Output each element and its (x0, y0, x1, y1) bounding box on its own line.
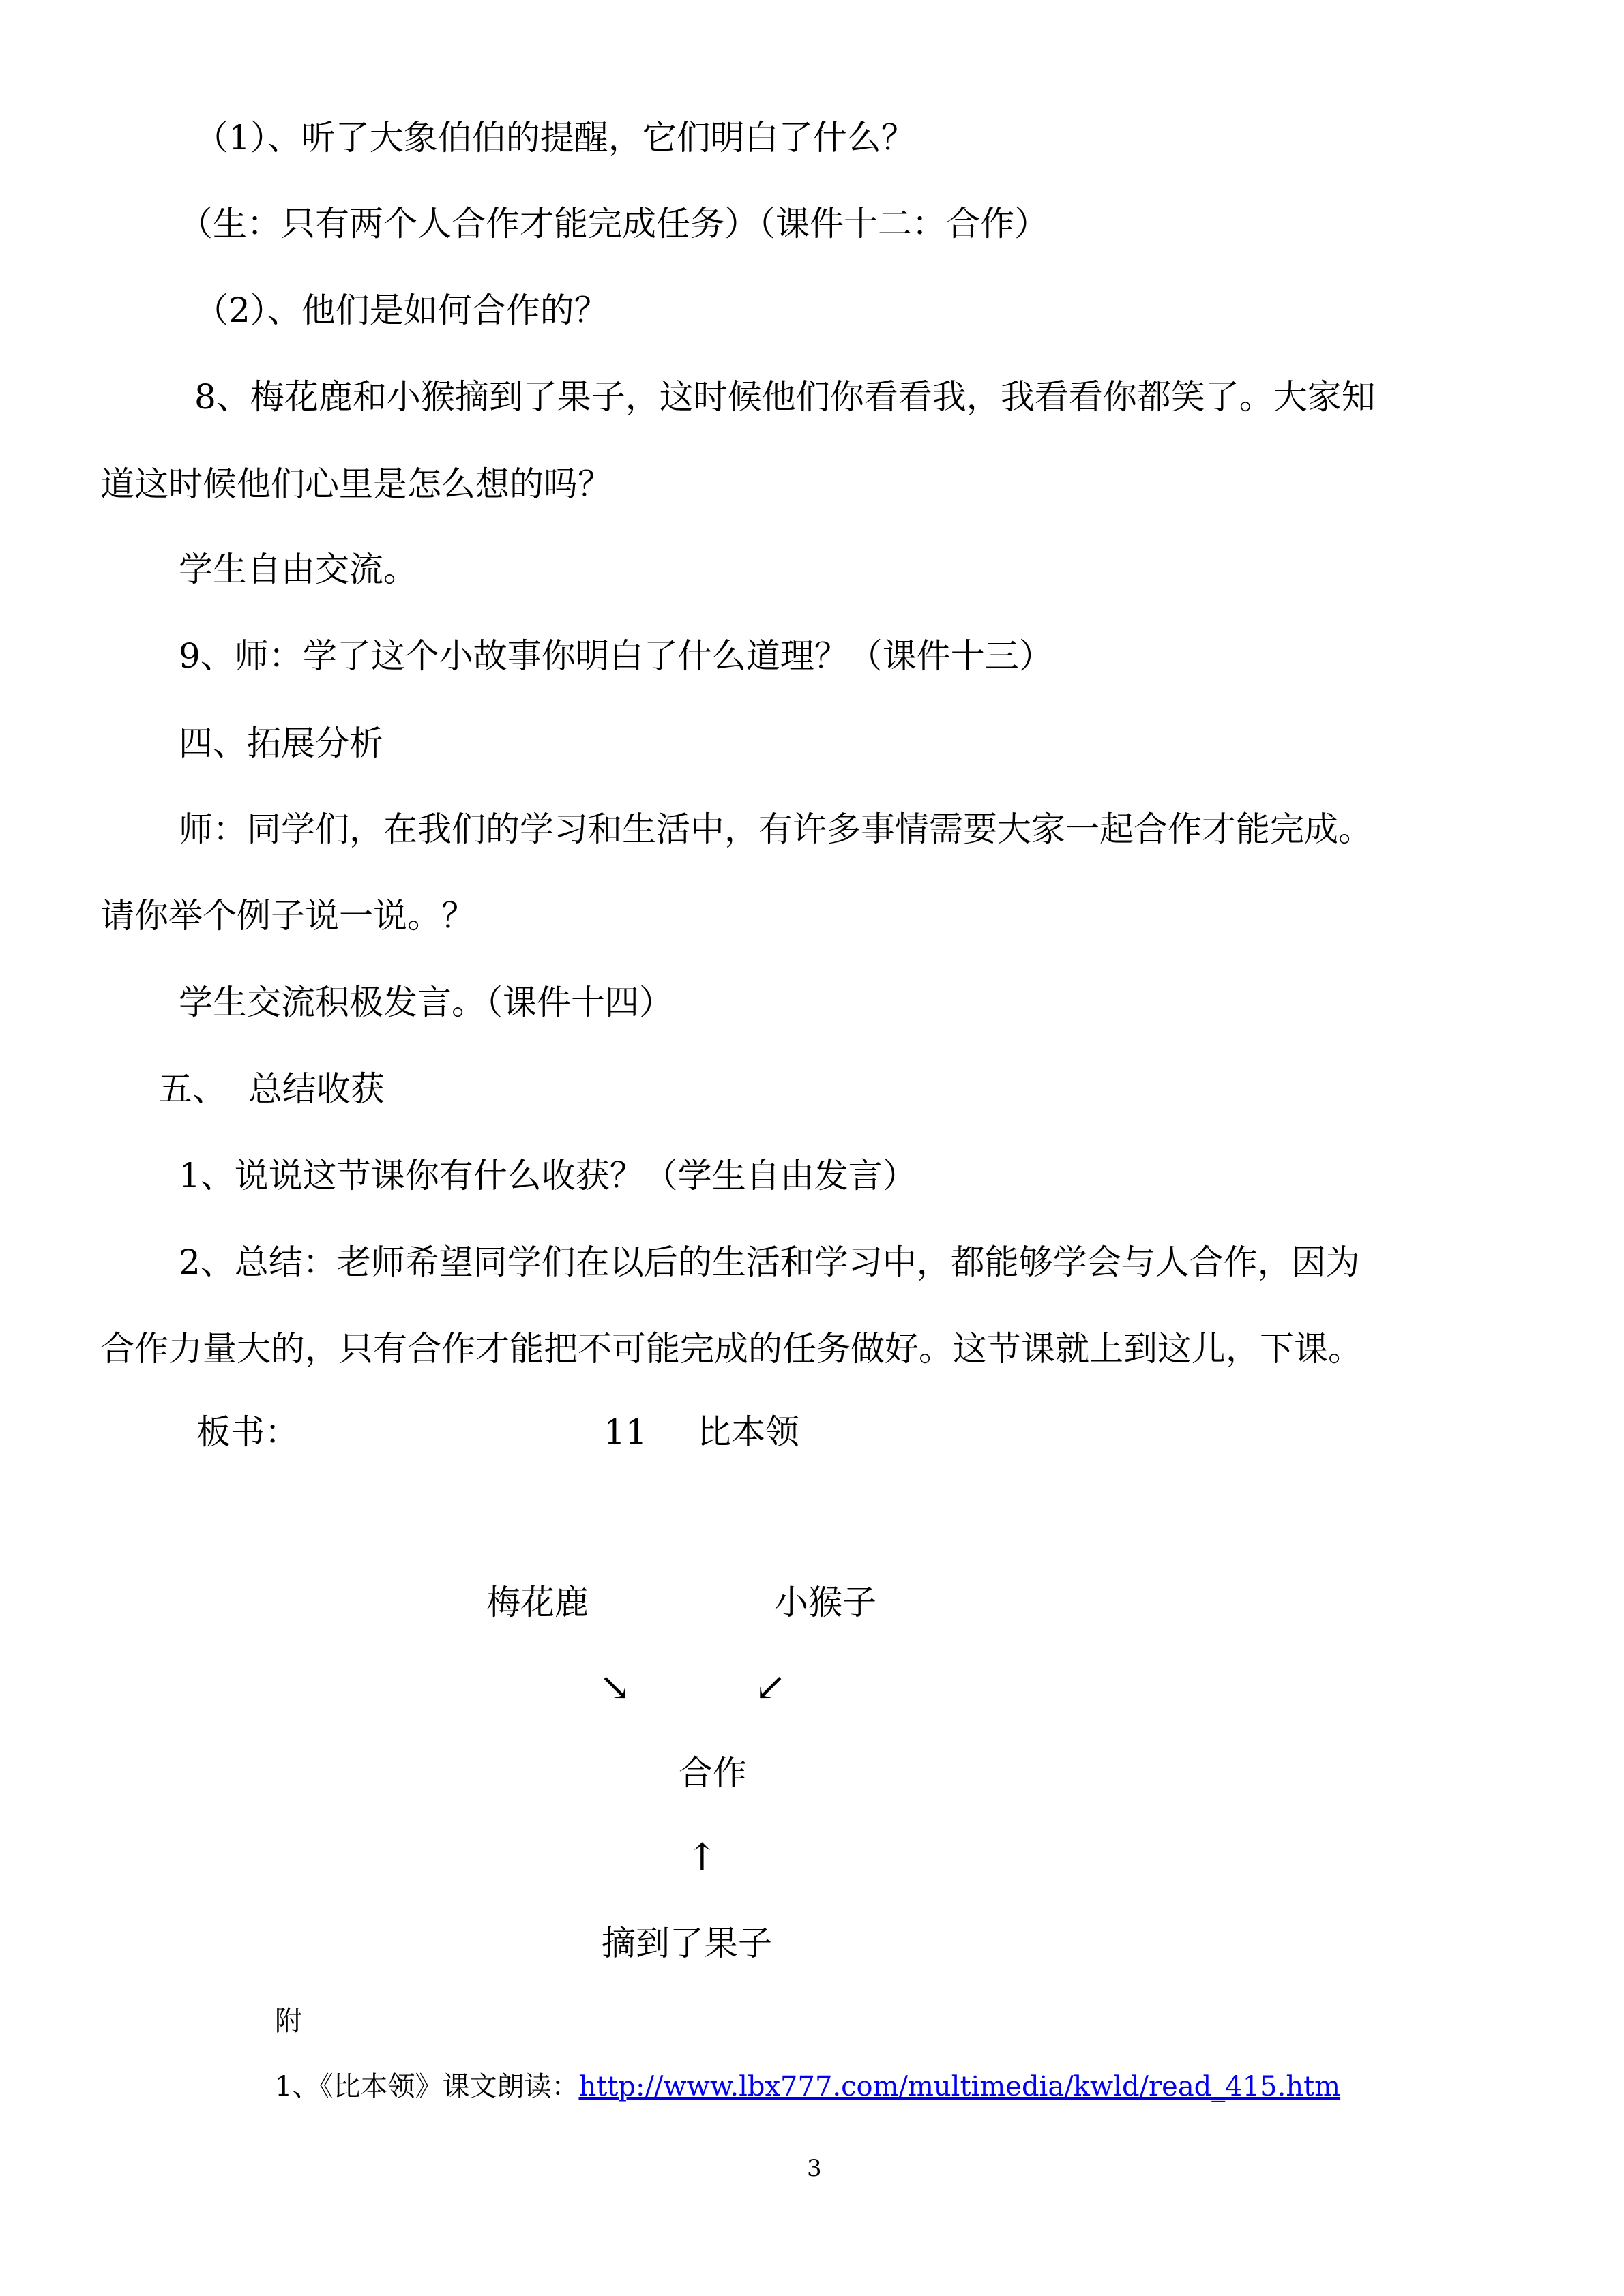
page-number: 3 (807, 2155, 822, 2182)
board-title: 比本领 (697, 1412, 799, 1452)
summary-1: 1、说说这节课你有什么收获？（学生自由发言） (179, 1156, 917, 1195)
step-8-line-2: 道这时候他们心里是怎么想的吗？ (100, 464, 612, 504)
appendix-title: 附 (275, 2006, 302, 2037)
arrow-down-right-icon: ↘ (599, 1665, 631, 1710)
question-2: （2）、他们是如何合作的？ (194, 290, 608, 330)
summary-2-line-1: 2、总结：老师希望同学们在以后的生活和学习中，都能够学会与人合作，因为 (179, 1242, 1360, 1282)
appendix-item-1 (275, 2070, 1340, 2103)
question-1: （1）、听了大象伯伯的提醒，它们明白了什么？ (194, 118, 915, 158)
board-number: 11 (604, 1412, 647, 1452)
board-node-meihualu: 梅花鹿 (486, 1583, 589, 1622)
board-label: 板书： (196, 1412, 299, 1452)
section-5-heading: 五、 总结收获 (158, 1069, 385, 1109)
student-speech: 学生交流积极发言。（课件十四） (179, 983, 673, 1022)
student-answer-1: （生：只有两个人合作才能完成任务）（课件十二：合作） (179, 204, 1048, 243)
board-node-xiaohouzi: 小猴子 (774, 1583, 876, 1622)
board-node-zhaodaoleguozi: 摘到了果子 (602, 1924, 772, 1963)
arrow-up-icon: ↑ (686, 1836, 718, 1880)
summary-2-line-2: 合作力量大的，只有合作才能把不可能完成的任务做好。这节课就上到这儿，下课。 (100, 1329, 1362, 1369)
teacher-prompt-line-2: 请你举个例子说一说。？ (100, 896, 475, 936)
teacher-prompt-line-1: 师：同学们，在我们的学习和生活中，有许多事情需要大家一起合作才能完成。 (179, 809, 1372, 849)
board-node-hezuo: 合作 (679, 1753, 747, 1793)
appendix-item-label: 1、《比本领》课文朗读： (275, 2071, 579, 2102)
step-8-line-1: 8、梅花鹿和小猴摘到了果子，这时候他们你看看我，我看看你都笑了。大家知 (194, 377, 1376, 417)
arrow-down-left-icon: ↙ (754, 1665, 786, 1710)
step-9: 9、师：学了这个小故事你明白了什么道理？（课件十三） (179, 636, 1053, 676)
section-4-heading: 四、拓展分析 (179, 724, 383, 763)
student-exchange: 学生自由交流。 (179, 550, 417, 589)
reading-link[interactable]: http://www.lbx777.com/multimedia/kwld/read_415.htm (578, 2071, 1341, 2102)
